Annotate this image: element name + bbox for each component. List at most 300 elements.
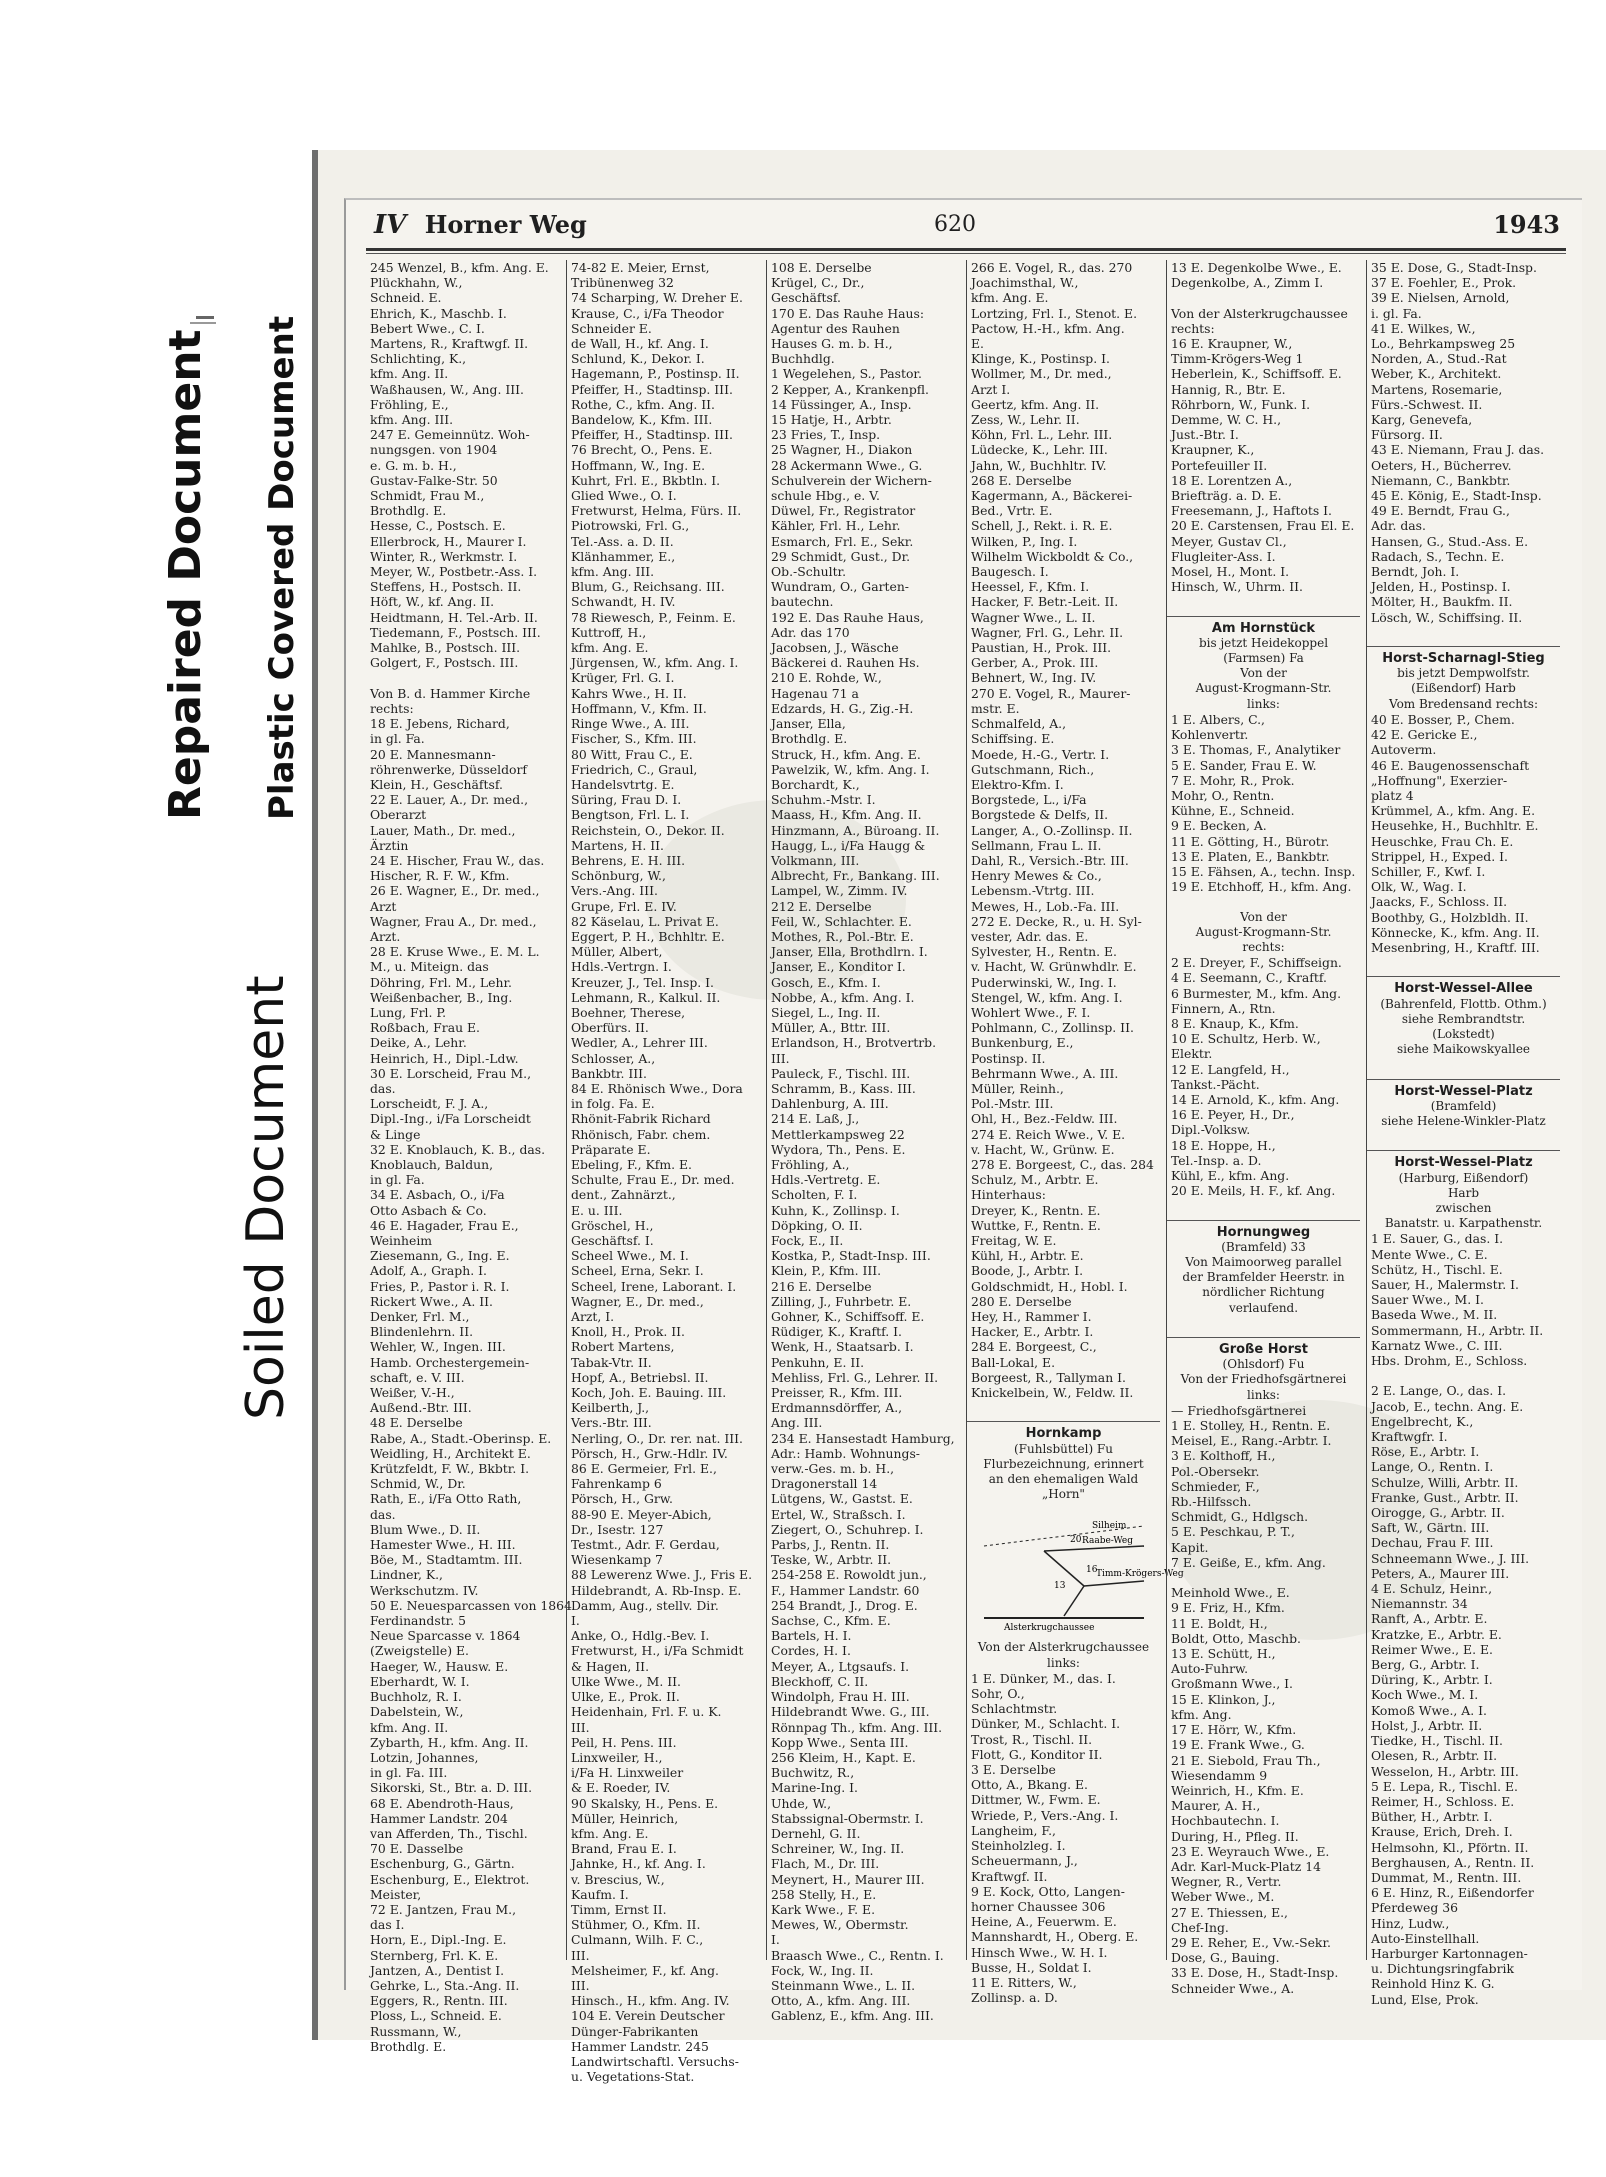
directory-entry: Ebeling, F., Kfm. E. <box>571 1156 692 1172</box>
directory-entry: Fröhling, E., <box>370 396 449 412</box>
directory-entry: Jahn, W., Buchhltr. IV. <box>971 457 1107 473</box>
directory-entry: Mewes, W., Obermstr. <box>771 1917 909 1933</box>
directory-entry: 17 E. Hörr, W., Kfm. <box>1171 1722 1297 1738</box>
directory-entry: Dipl.-Volksw. <box>1171 1122 1251 1138</box>
directory-entry: Schulverein der Wichern- <box>771 472 932 488</box>
directory-entry: Knoll, H., Prok. II. <box>571 1324 685 1340</box>
directory-entry: Knickelbein, W., Feldw. II. <box>971 1385 1134 1401</box>
directory-entry: 170 E. Das Rauhe Haus: <box>771 305 925 321</box>
directory-entry: Meisel, E., Rang.-Arbtr. I. <box>1171 1433 1332 1449</box>
directory-entry: 9 E. Kock, Otto, Langen- <box>971 1883 1125 1899</box>
directory-entry: Lampel, W., Zimm. IV. <box>771 883 908 899</box>
street-section-heading: Hornungweg <box>1167 1220 1360 1240</box>
directory-entry: Ellerbrock, H., Maurer I. <box>370 533 527 549</box>
directory-entry: Dreyer, K., Rentn. E. <box>971 1202 1101 1218</box>
directory-entry: Schlachtmstr. <box>971 1701 1058 1717</box>
directory-entry: van Afferden, Th., Tischl. <box>370 1825 528 1841</box>
street-section-note: rechts: <box>1242 939 1285 954</box>
directory-entry: Hinsch Wwe., W. H. I. <box>971 1944 1108 1960</box>
directory-entry: Haugg, L., i/Fa Haugg & <box>771 837 926 853</box>
repaired-label: Repaired Document <box>160 329 211 820</box>
directory-entry: Krause, Erich, Dreh. I. <box>1371 1824 1513 1840</box>
directory-entry: Briefträg. a. D. E. <box>1171 488 1282 504</box>
directory-entry: Fahrenkamp 6 <box>571 1476 662 1492</box>
directory-entry: Rb.-Hilfssch. <box>1171 1494 1252 1510</box>
directory-entry: 15 E. Klinkon, J., <box>1171 1691 1276 1707</box>
directory-entry: Kraupner, K., <box>1171 442 1255 458</box>
directory-entry: Hischer, R. F. W., Kfm. <box>370 868 510 884</box>
directory-entry: Rabe, A., Stadt.-Oberinsp. E. <box>370 1430 552 1446</box>
directory-entry: Schneider Wwe., A. <box>1171 1980 1295 1996</box>
directory-entry: Hesse, C., Postsch. E. <box>370 518 506 534</box>
directory-entry: Edzards, H. G., Zig.-H. <box>771 700 914 716</box>
directory-entry: 14 Füssinger, A., Insp. <box>771 396 912 412</box>
directory-entry: Schneemann Wwe., J. III. <box>1371 1550 1530 1566</box>
directory-entry: Damm, Aug., stellv. Dir. <box>571 1597 719 1613</box>
directory-entry: dent., Zahnärzt., <box>571 1187 676 1203</box>
directory-entry: v. Brescius, W., <box>571 1871 665 1887</box>
directory-entry: III. <box>771 1050 790 1066</box>
street-section-note: Von der <box>1240 666 1287 681</box>
directory-entry: Dahlenburg, A. III. <box>771 1096 889 1112</box>
directory-entry: 13 E. Schütt, H., <box>1171 1646 1276 1662</box>
directory-entry: 29 E. Reher, E., Vw.-Sekr. <box>1171 1934 1331 1950</box>
directory-entry: platz 4 <box>1371 787 1414 803</box>
map-number: 13 <box>1053 1581 1065 1592</box>
directory-entry: Lorscheidt, F. J. A., <box>370 1096 489 1112</box>
directory-entry: Langheim, F., <box>971 1822 1056 1838</box>
directory-entry: Auto-Fuhrw. <box>1171 1661 1249 1677</box>
directory-entry: Schmalfeld, A., <box>971 716 1067 732</box>
directory-entry: nungsgen. von 1904 <box>370 442 498 458</box>
directory-entry: Zess, W., Lehr. II. <box>971 412 1080 428</box>
scan-mark <box>196 316 214 319</box>
directory-entry: Fischer, S., Kfm. III. <box>571 731 697 747</box>
directory-entry: Norden, A., Stud.-Rat <box>1371 351 1507 367</box>
directory-entry: 7 E. Geiße, E., kfm. Ang. <box>1171 1554 1326 1570</box>
directory-entry: Schneid. E. <box>370 290 442 306</box>
directory-entry: Karnatz Wwe., C. III. <box>1371 1337 1503 1353</box>
directory-entry: Rönnpag Th., kfm. Ang. III. <box>771 1719 943 1735</box>
directory-entry: Saft, W., Gärtn. III. <box>1371 1520 1490 1536</box>
directory-entry: 19 E. Etchhoff, H., kfm. Ang. <box>1171 879 1352 895</box>
directory-entry: Schmieder, F., <box>1171 1478 1260 1494</box>
directory-entry: Braasch Wwe., C., Rentn. I. <box>771 1947 944 1963</box>
volume-number: IV <box>374 210 407 240</box>
year: 1943 <box>1493 210 1560 239</box>
directory-entry: Berghausen, A., Rentn. II. <box>1371 1854 1535 1870</box>
map-label: Alsterkrugchaussee <box>1003 1623 1094 1634</box>
directory-entry: Flach, M., Dr. III. <box>771 1856 880 1872</box>
street-section-note: Von der <box>1240 909 1287 924</box>
directory-entry: de Wall, H., kf. Ang. I. <box>571 336 709 352</box>
directory-entry: Hauses G. m. b. H., <box>771 336 893 352</box>
directory-entry: Brothdlg. E. <box>370 503 447 519</box>
directory-entry: Janser, E., Konditor I. <box>771 959 906 975</box>
page-number: 620 <box>934 212 976 237</box>
directory-entry: During, H., Pfleg. II. <box>1171 1828 1299 1844</box>
directory-entry: 4 E. Schulz, Heinr., <box>1371 1581 1493 1597</box>
directory-entry: Bengtson, Frl. L. I. <box>571 807 690 823</box>
directory-entry: 3 E. Thomas, F., Analytiker <box>1171 742 1341 758</box>
directory-entry: 22 E. Lauer, A., Dr. med., <box>370 792 529 808</box>
directory-entry: rechts: <box>1171 320 1215 336</box>
street-section-heading: Horst-Scharnagl-Stieg <box>1367 646 1560 666</box>
directory-entry: Wagner, Frl. G., Lehr. II. <box>971 624 1124 640</box>
street-section-note: (Fuhlsbüttel) Fu <box>1013 1441 1113 1456</box>
directory-entry: Sauer, H., Malermstr. I. <box>1371 1277 1519 1292</box>
directory-entry: kfm. Ang. II. <box>370 1719 449 1735</box>
street-section-note: Von Maimoorweg parallel <box>1185 1255 1342 1269</box>
street-section-note: zwischen <box>1435 1200 1492 1215</box>
directory-entry: kfm. Ang. <box>1171 1706 1232 1722</box>
directory-entry: Pol.-Mstr. III. <box>971 1096 1054 1112</box>
directory-entry: Struck, H., kfm. Ang. E. <box>771 746 921 762</box>
map-label: Timm-Krögers-Weg <box>1095 1569 1184 1580</box>
directory-entry: Schlund, K., Dekor. I. <box>571 351 705 367</box>
directory-entry: Bunkenburg, E., <box>971 1035 1074 1051</box>
directory-entry: Nobbe, A., kfm. Ang. I. <box>771 989 915 1005</box>
directory-entry: Fretwurst, Helma, Fürs. II. <box>571 503 742 519</box>
directory-entry: Wohlert Wwe., F. I. <box>971 1004 1091 1020</box>
directory-entry: Meyer, A., Ltgsaufs. I. <box>771 1658 910 1674</box>
directory-entry: Tiedemann, F., Postsch. III. <box>370 624 541 640</box>
directory-entry: Steffens, H., Postsch. II. <box>370 579 522 595</box>
street-section-note: Flurbezeichnung, erinnert <box>983 1456 1144 1471</box>
directory-entry: Eschenburg, G., Gärtn. <box>370 1856 515 1872</box>
directory-entry: Radach, S., Techn. E. <box>1371 548 1505 564</box>
directory-entry: Röhrborn, W., Funk. I. <box>1171 396 1311 412</box>
street-map-svg <box>974 1506 1184 1636</box>
directory-entry: 280 E. Derselbe <box>971 1293 1072 1309</box>
directory-entry: Adr. Karl-Muck-Platz 14 <box>1171 1858 1322 1874</box>
directory-entry: Pfeiffer, H., Stadtinsp. III. <box>571 381 733 397</box>
directory-entry: Rickert Wwe., A. II. <box>370 1293 493 1309</box>
directory-entry: 1 E. Albers, C., <box>1171 711 1265 727</box>
directory-entry: bautechn. <box>771 594 834 610</box>
directory-entry: 39 E. Nielsen, Arnold, <box>1371 290 1510 306</box>
street-section-note: verlaufend. <box>1228 1300 1299 1315</box>
directory-entry: Peters, A., Maurer III. <box>1371 1565 1510 1581</box>
directory-entry: Baugesch. I. <box>971 564 1049 580</box>
directory-entry: 90 Skalsky, H., Pens. E. <box>571 1795 719 1811</box>
directory-entry: Golgert, F., Postsch. III. <box>370 655 519 671</box>
directory-entry: 26 E. Wagner, E., Dr. med., <box>370 883 540 899</box>
directory-entry <box>1367 1057 1560 1072</box>
directory-entry: Mothes, R., Pol.-Btr. E. <box>771 928 914 944</box>
directory-entry: Schmid, W., Dr. <box>370 1476 466 1492</box>
directory-entry: Meinhold Wwe., E. <box>1171 1585 1290 1601</box>
directory-entry: Krümmel, A., kfm. Ang. E. <box>1371 803 1536 819</box>
directory-entry: Hey, H., Rammer I. <box>971 1309 1092 1325</box>
directory-entry: Schramm, B., Kass. III. <box>771 1080 916 1096</box>
street-section-note: (Lokstedt) <box>1432 1026 1495 1041</box>
directory-entry: 258 Stelly, H., E. <box>771 1886 877 1902</box>
directory-entry: Puderwinski, W., Ing. I. <box>971 974 1117 990</box>
map-road <box>1064 1586 1084 1616</box>
directory-entry: 270 E. Vogel, R., Maurer- <box>971 685 1131 701</box>
directory-entry: Bed., Vrtr. E. <box>971 503 1053 519</box>
directory-entry: 18 E. Hoppe, H., <box>1171 1137 1276 1153</box>
directory-entry: Otto, A., kfm. Ang. III. <box>771 1993 911 2009</box>
directory-entry: Neue Sparcasse v. 1864 <box>370 1628 521 1644</box>
directory-entry: 8 E. Knaup, K., Kfm. <box>1171 1015 1299 1031</box>
directory-entry: Borgeest, R., Tallyman I. <box>971 1369 1126 1385</box>
directory-entry: Fretwurst, H., i/Fa Schmidt <box>571 1643 744 1659</box>
directory-entry: Martens, Rosemarie, <box>1371 381 1503 397</box>
directory-entry <box>967 1400 1160 1415</box>
directory-entry: röhrenwerke, Düsseldorf <box>370 761 528 777</box>
directory-entry: Lortzing, Frl. I., Stenot. E. <box>971 305 1138 321</box>
directory-entry: Ploss, L., Schneid. E. <box>370 2008 502 2024</box>
directory-entry <box>1167 1570 1360 1585</box>
directory-entry: Freesemann, J., Haftots I. <box>1171 503 1332 519</box>
directory-entry: Maurer, A. H., <box>1171 1798 1261 1814</box>
street-section-note: der Bramfelder Heerstr. in <box>1182 1270 1345 1285</box>
directory-entry: Brothdlg. E. <box>370 2038 447 2054</box>
street-section-note: (Eißendorf) Harb <box>1411 681 1516 696</box>
directory-entry: Pawelzik, W., kfm. Ang. I. <box>771 761 930 777</box>
directory-entry: Hammer Landstr. 245 <box>571 2038 709 2054</box>
directory-entry: Hochbautechn. I. <box>1171 1813 1280 1829</box>
directory-entry: Kuhrt, Frl. E., Bkbtln. I. <box>571 472 721 488</box>
directory-entry: Tel.-Ass. a. D. II. <box>571 533 674 549</box>
directory-entry: Wagner Wwe., L. II. <box>971 609 1096 625</box>
directory-entry: Schulte, Frau E., Dr. med. <box>571 1172 735 1188</box>
directory-entry: Sommermann, H., Arbtr. II. <box>1371 1322 1544 1338</box>
street-section-note: August-Krogmann-Str. <box>1195 924 1332 939</box>
directory-entry: Hinzmann, A., Büroang. II. <box>771 822 940 838</box>
directory-entry: Geschäftsf. I. <box>571 1233 654 1248</box>
directory-entry <box>366 670 559 685</box>
directory-entry: Baseda Wwe., M. II. <box>1371 1307 1498 1323</box>
directory-entry: Kahrs Wwe., H. II. <box>571 685 687 701</box>
directory-entry: Weinheim <box>370 1233 433 1248</box>
directory-entry: Ringe Wwe., A. III. <box>571 716 690 732</box>
directory-entry: Albrecht, Fr., Bankang. III. <box>771 868 940 884</box>
directory-entry: Müller, Heinrich, <box>571 1810 679 1826</box>
directory-entry: Schwandt, H. IV. <box>571 594 676 610</box>
directory-entry: Keilberth, J., <box>571 1400 650 1416</box>
directory-entry: Hbs. Drohm, E., Schloss. <box>1371 1353 1528 1369</box>
directory-entry: rechts: <box>370 700 414 716</box>
directory-entry: Otto, A., Bkang. E. <box>971 1777 1088 1793</box>
directory-entry: Finnern, A., Rtn. <box>1171 1000 1276 1016</box>
directory-entry: E. u. III. <box>571 1202 623 1218</box>
directory-entry: Mettlerkampsweg 22 <box>771 1126 905 1142</box>
directory-entry: Reimer Wwe., E. E. <box>1371 1641 1493 1657</box>
directory-entry: Wagner, E., Dr. med., <box>571 1293 704 1309</box>
directory-entry: Blum Wwe., D. II. <box>370 1521 481 1537</box>
directory-entry: Schlichting, K., <box>370 351 467 367</box>
directory-entry: Reichstein, O., Dekor. II. <box>571 822 725 838</box>
directory-entry: Kopp Wwe., Senta III. <box>771 1734 909 1750</box>
directory-entry: Heidenhain, Frl. F. u. K. <box>571 1704 722 1720</box>
directory-entry: Berg, G., Arbtr. I. <box>1371 1657 1480 1673</box>
directory-entry: 247 E. Gemeinnütz. Woh- <box>370 427 530 443</box>
directory-entry: 1 Wegelehen, S., Pastor. <box>771 366 922 382</box>
directory-entry: Ärztin <box>370 837 409 853</box>
directory-entry: Pörsch, H., Grw.-Hdlr. IV. <box>571 1445 728 1461</box>
directory-entry: Gablenz, E., kfm. Ang. III. <box>771 2008 934 2024</box>
directory-entry: Buchhdlg. <box>771 351 835 367</box>
directory-entry: 70 E. Dasselbe <box>370 1841 464 1857</box>
directory-entry: 18 E. Lorentzen A., <box>1171 472 1293 488</box>
directory-entry: 28 Ackermann Wwe., G. <box>771 457 923 473</box>
directory-entry: Blum, G., Reichsang. III. <box>571 579 725 595</box>
header-left <box>374 210 587 240</box>
directory-entry: & Linge <box>370 1126 421 1142</box>
directory-entry: 1 E. Stolley, H., Rentn. E. <box>1171 1418 1331 1434</box>
directory-entry: Wundram, O., Garten- <box>771 579 909 595</box>
directory-entry: Lund, Else, Prok. <box>1371 1991 1479 2007</box>
directory-entry: Sauer Wwe., M. I. <box>1371 1292 1484 1308</box>
column-2 <box>566 260 760 2085</box>
directory-entry: Tankst.-Pächt. <box>1171 1076 1260 1092</box>
directory-entry: Fock, E., II. <box>771 1233 844 1248</box>
directory-entry: Portefeuiller II. <box>1171 457 1268 473</box>
directory-entry: 284 E. Borgeest, C., <box>971 1339 1097 1355</box>
directory-entry: Freitag, W. E. <box>971 1233 1057 1248</box>
directory-entry: 278 E. Borgeest, C., das. 284 <box>971 1156 1154 1172</box>
directory-entry: Könnecke, K., kfm. Ang. II. <box>1371 924 1540 940</box>
directory-entry: Müller, Albert, <box>571 944 663 960</box>
directory-entry: Pörsch, H., Grw. <box>571 1491 673 1507</box>
directory-entry: Flugleiter-Ass. I. <box>1171 548 1276 564</box>
directory-entry: Heidtmann, H. Tel.-Arb. II. <box>370 609 538 625</box>
directory-columns <box>366 260 1566 2085</box>
directory-entry: Gerber, A., Prok. III. <box>971 655 1099 671</box>
directory-entry: kfm. Ang. E. <box>571 640 649 656</box>
directory-entry: Dr., Isestr. 127 <box>571 1521 664 1537</box>
directory-entry: 15 E. Fähsen, A., techn. Insp. <box>1171 863 1356 879</box>
directory-entry: 28 E. Kruse Wwe., E. M. L. <box>370 944 540 960</box>
directory-entry: 88 Lewerenz Wwe. J., Fris E. <box>571 1567 753 1583</box>
directory-entry: Adr. das. <box>1371 518 1426 534</box>
directory-entry <box>1167 894 1360 909</box>
directory-entry <box>1167 1198 1360 1213</box>
directory-entry: Jaacks, F., Schloss. II. <box>1371 894 1508 910</box>
directory-entry: Zollinsp. a. D. <box>971 1990 1058 2006</box>
directory-entry: 49 E. Berndt, Frau G., <box>1371 503 1510 519</box>
directory-entry: Hoffmann, V., Kfm. II. <box>571 700 707 716</box>
directory-entry: kfm. Ang. II. <box>370 366 449 382</box>
directory-entry: Jantzen, A., Dentist I. <box>370 1962 505 1978</box>
directory-entry: 29 Schmidt, Gust., Dr. <box>771 548 911 564</box>
directory-entry: schule Hbg., e. V. <box>771 488 880 504</box>
directory-entry <box>1167 594 1360 609</box>
directory-entry: Ob.-Schultr. <box>771 564 847 580</box>
directory-entry: Blindenlehrn. II. <box>370 1324 474 1340</box>
directory-entry: Scheel, Erna, Sekr. I. <box>571 1263 704 1279</box>
directory-entry: Tiedke, H., Tischl. II. <box>1371 1733 1503 1749</box>
directory-entry: Peil, H. Pens. III. <box>571 1734 677 1750</box>
directory-entry: Zilling, J., Fuhrbetr. E. <box>771 1293 912 1309</box>
directory-entry: Oirogge, G., Arbtr. II. <box>1371 1505 1505 1521</box>
directory-entry: Meynert, H., Maurer III. <box>771 1871 925 1887</box>
directory-entry: Weißer, V.-H., <box>370 1385 455 1401</box>
directory-entry: 108 E. Derselbe <box>771 260 872 275</box>
directory-entry <box>1367 1368 1560 1383</box>
street-section-heading: Große Horst <box>1167 1337 1360 1357</box>
directory-entry: Adr.: Hamb. Wohnungs- <box>771 1445 920 1461</box>
directory-entry: Bandelow, K., Kfm. III. <box>571 412 713 428</box>
directory-entry: Wuttke, F., Rentn. E. <box>971 1217 1101 1233</box>
directory-entry: 272 E. Decke, R., u. H. Syl- <box>971 913 1142 929</box>
directory-entry: 1 E. Dünker, M., das. I. <box>971 1670 1116 1686</box>
directory-entry: Fock, W., Ing. II. <box>771 1962 874 1978</box>
directory-entry: Lütgens, W., Gastst. E. <box>771 1491 913 1507</box>
directory-entry: Hamester Wwe., H. III. <box>370 1537 516 1553</box>
directory-entry: Buchholz, R. I. <box>370 1689 462 1705</box>
directory-entry: Stabssignal-Obermstr. I. <box>771 1810 924 1826</box>
directory-entry: 5 E. Lepa, R., Tischl. E. <box>1371 1778 1518 1794</box>
directory-entry: 20 E. Meils, H. F., kf. Ang. <box>1171 1183 1336 1199</box>
directory-entry: 10 E. Schultz, Herb. W., <box>1171 1031 1321 1047</box>
directory-entry: vester, Adr. das. E. <box>971 928 1089 944</box>
directory-entry: Erdmannsdörffer, A., <box>771 1400 903 1416</box>
directory-entry: Maass, H., Kfm. Ang. II. <box>771 807 922 823</box>
directory-entry: Fürsorg. II. <box>1371 427 1443 443</box>
directory-entry: Steinholzleg. I. <box>971 1838 1066 1854</box>
plastic-covered-label: Plastic Covered Document <box>262 315 302 820</box>
directory-entry: 35 E. Dose, G., Stadt-Insp. <box>1371 260 1537 275</box>
directory-entry: Jahnke, H., kf. Ang. I. <box>571 1856 706 1872</box>
directory-entry: Winter, R., Werkmstr. I. <box>370 548 518 564</box>
directory-entry: Vers.-Ang. III. <box>571 883 658 899</box>
directory-entry: 6 Burmester, M., kfm. Ang. <box>1171 985 1342 1001</box>
directory-entry: 268 E. Derselbe <box>971 472 1072 488</box>
directory-entry: in folg. Fa. E. <box>571 1096 655 1112</box>
directory-entry: 274 E. Reich Wwe., V. E. <box>971 1126 1126 1142</box>
directory-entry: Penkuhn, E. II. <box>771 1354 865 1370</box>
directory-entry: Kühl, E., kfm. Ang. <box>1171 1167 1290 1183</box>
directory-entry: Weidling, H., Architekt E. <box>370 1445 531 1461</box>
directory-entry: Düring, K., Arbtr. I. <box>1371 1672 1493 1688</box>
directory-entry: Hacker, F. Betr.-Leit. II. <box>971 594 1119 610</box>
directory-entry: 86 E. Germeier, Frl. E., <box>571 1461 717 1477</box>
directory-entry: Schiffsing. E. <box>971 731 1055 747</box>
directory-entry: Lehmann, R., Kalkul. II. <box>571 989 721 1005</box>
directory-entry: 80 Witt, Frau C., E. <box>571 746 693 762</box>
directory-entry: Ulke, E., Prok. II. <box>571 1689 680 1705</box>
directory-entry: Uhde, W., <box>771 1795 832 1811</box>
directory-entry: schaft, e. V. III. <box>370 1369 465 1385</box>
directory-entry: i. gl. Fa. <box>1371 305 1422 321</box>
directory-entry: Döhring, Frl. M., Lehr. <box>370 974 512 990</box>
directory-entry: Brand, Frau E. I. <box>571 1841 677 1857</box>
page-scan <box>344 198 1582 2085</box>
directory-entry: Koch Wwe., M. I. <box>1371 1687 1479 1703</box>
directory-entry: 254 Brandt, J., Drog. E. <box>771 1597 918 1613</box>
directory-entry <box>1167 1316 1360 1331</box>
directory-entry: 192 E. Das Rauhe Haus, <box>771 609 924 625</box>
directory-entry: Wenk, H., Staatsarb. I. <box>771 1339 914 1355</box>
directory-entry: kfm. Ang. III. <box>370 412 454 428</box>
directory-entry: Weinrich, H., Kfm. E. <box>1171 1782 1304 1798</box>
directory-entry: Boode, J., Arbtr. I. <box>971 1263 1084 1279</box>
directory-entry: Schlosser, A., <box>571 1050 656 1066</box>
directory-entry: Gosch, E., Kfm. I. <box>771 974 881 990</box>
directory-entry: Gutschmann, Rich., <box>971 761 1095 777</box>
directory-entry: Ertel, W., Straßsch. I. <box>771 1506 906 1522</box>
directory-entry: Erlandson, H., Brotvertrb. <box>771 1035 937 1051</box>
directory-entry: Olk, W., Wag. I. <box>1371 879 1467 895</box>
map-road <box>1084 1581 1144 1586</box>
directory-entry: Schell, J., Rekt. i. R. E. <box>971 518 1113 534</box>
directory-entry: Schütz, H., Tischl. E. <box>1371 1261 1503 1277</box>
directory-entry: Scholten, F. I. <box>771 1187 858 1203</box>
